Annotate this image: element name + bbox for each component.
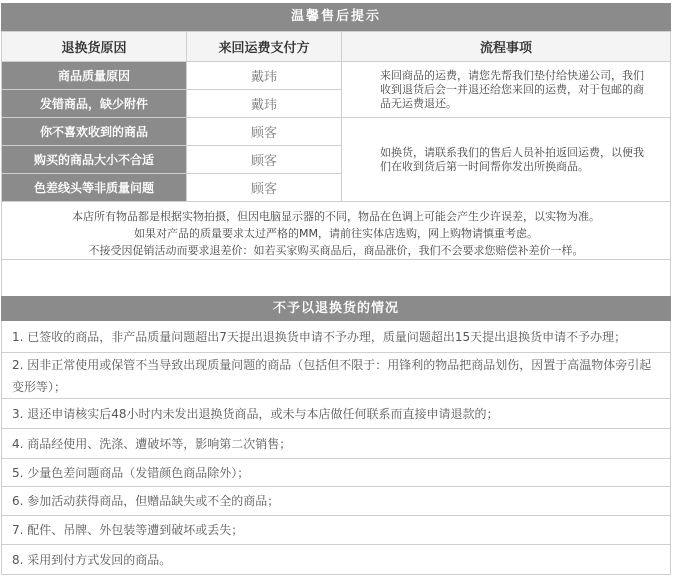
after-sales-notice (1, 3, 671, 579)
notice-title: 温馨售后提示 (1, 3, 671, 31)
reason-cell: 发错商品，缺少附件 (2, 90, 187, 118)
list-item: 1. 已签收的商品，非产品质量问题超出7天提出退换货申请不予办理，质量问题超出15天提出退换货申请不予办理； (12, 329, 627, 344)
payer-cell: 戴玮 (187, 90, 342, 118)
column-header-reason: 退换货原因 (2, 32, 187, 62)
non-return-title: 不予以退换货的情况 (1, 296, 671, 321)
list-item: 4. 商品经使用、洗涤、遭破坏等，影响第二次销售； (2, 428, 670, 458)
return-policy-table (1, 31, 671, 202)
list-item: 3. 退还申请核实后48小时内未发出退换货商品，或未与本店做任何联系而直接申请退款的； (2, 398, 670, 428)
payer-cell: 戴玮 (187, 62, 342, 90)
note-line: 不接受因促销活动而要求退差价：如若买家购买商品后，商品涨价，我们不会要求您赔偿补差价一样。 (88, 244, 584, 257)
process-cell-seller: 来回商品的运费，请您先帮我们垫付给快递公司，我们收到退货后会一并退还给您来回的运费，对于包邮的商品无运费退还。 (342, 62, 671, 118)
list-item: 7. 配件、吊牌、外包装等遭到破坏或丢失； (2, 515, 670, 544)
note-line: 本店所有物品都是根据实物拍摄，但因电脑显示器的不同，物品在色调上可能会产生少许误差，以实物为准。 (72, 210, 600, 223)
list-item: 2. 因非正常使用或保管不当导致出现质量问题的商品（包括但不限于：用锋利的物品把商品划伤，因置于高温物体旁引起变形等）； (2, 352, 670, 398)
note-line: 如果对产品的质量要求太过严格的MM，请前往实体店选购，网上购物请慎重考虑。 (134, 227, 538, 240)
column-header-payer: 来回运费支付方 (187, 32, 342, 62)
payer-cell: 顾客 (187, 174, 342, 202)
table-header-row (2, 32, 671, 62)
payer-cell: 顾客 (187, 118, 342, 146)
table-row (2, 62, 671, 90)
reason-cell: 你不喜欢收到的商品 (2, 118, 187, 146)
column-header-process: 流程事项 (342, 32, 671, 62)
reason-cell: 商品质量原因 (2, 62, 187, 90)
list-item: 6. 参加活动获得商品，但赠品缺失或不全的商品； (2, 486, 670, 515)
reason-cell: 购买的商品大小不合适 (2, 146, 187, 174)
table-row (2, 118, 671, 146)
notes-block (1, 202, 671, 260)
process-cell-customer: 如换货，请联系我们的售后人员补拍返回运费，以便我们在收到货后第一时间帮你发出所换商品。 (342, 118, 671, 202)
list-item: 8. 采用到付方式发回的商品。 (2, 544, 670, 574)
reason-cell: 色差线头等非质量问题 (2, 174, 187, 202)
list-item: 5. 少量色差问题商品（发错颜色商品除外）； (2, 458, 670, 486)
spacer (1, 260, 671, 296)
non-return-list (1, 321, 671, 575)
payer-cell: 顾客 (187, 146, 342, 174)
